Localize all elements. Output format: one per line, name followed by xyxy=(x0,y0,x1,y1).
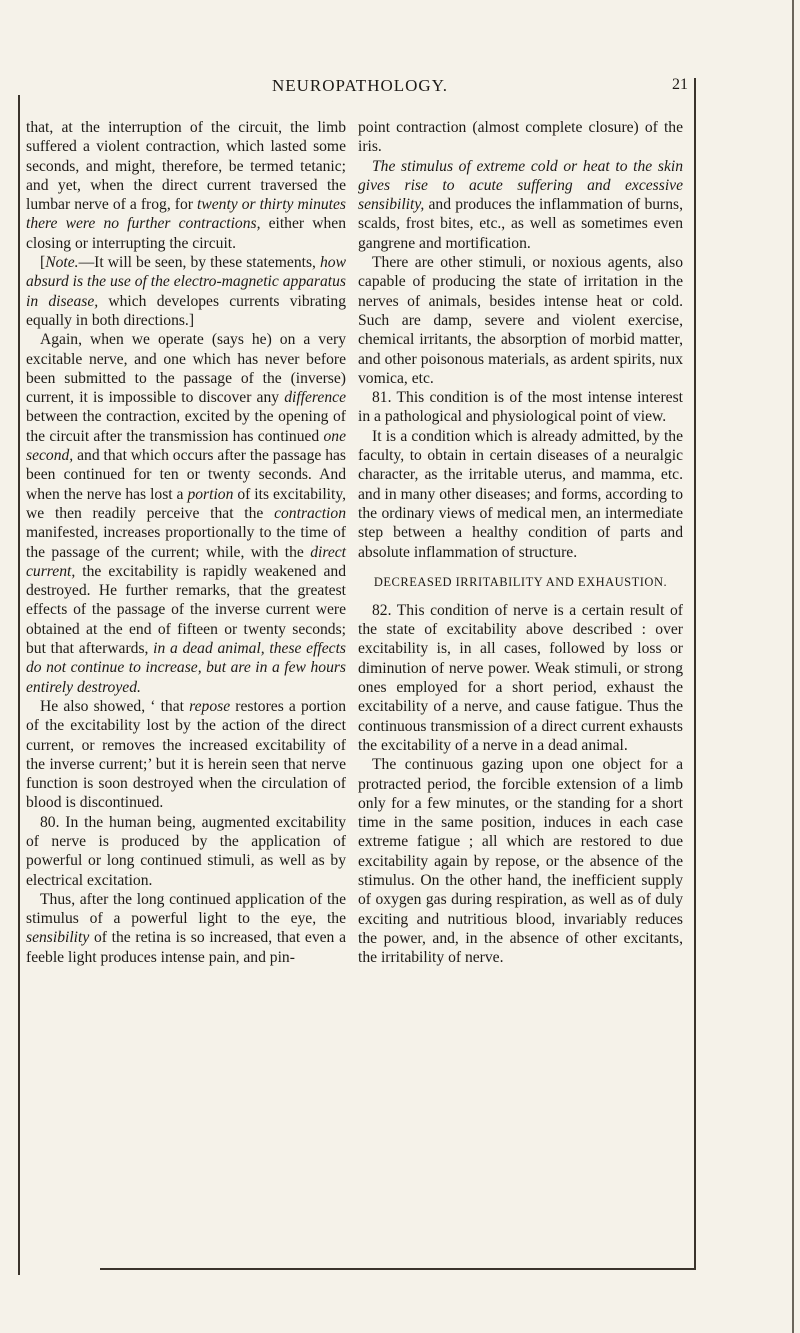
page-frame-right xyxy=(694,78,696,1268)
paragraph-light-stimulus xyxy=(26,890,346,967)
page-frame-bottom xyxy=(100,1268,696,1270)
paragraph-82 xyxy=(358,601,683,755)
italic-run: contraction xyxy=(274,504,346,522)
text-run: 80. In the human being, augmented excitability of nerve is produced by the application of powerful or long continued stimuli, as well as by electrical excitation. xyxy=(26,813,346,889)
paragraph-cold-heat xyxy=(358,157,683,253)
text-run: 82. This condition of nerve is a certain result of the state of excitability above described : over excitability is, in all cases, followed by loss or diminution of nerve power. Weak stimuli, or strong ones employed for a short period, exhaust the excitability of a nerve, and cause fatigue. Thus the continuous transmission of a direct current exhausts the excitability of a nerve in a dead animal. xyxy=(358,601,683,754)
paragraph-note xyxy=(26,253,346,330)
page-frame-left xyxy=(18,95,20,1275)
italic-run: how absurd is the use of the electro-magnetic apparatus in disease, xyxy=(26,254,346,310)
italic-run: sensibility xyxy=(26,929,90,947)
text-run: which developes currents vibrating equally in both directions.] xyxy=(26,292,346,329)
text-run: Again, when we operate (says he) on a very excitable nerve, and one which has never before been submitted to the passage of the (inverse) current, it is impossible to discover any xyxy=(26,331,346,407)
text-run: He also showed, ‘ that xyxy=(40,697,190,715)
paragraph-iris xyxy=(358,118,683,157)
text-run: It is a condition which is already admitted, by the faculty, to obtain in certain diseases of a neuralgic character, as the irritable uterus, and mamma, etc. and in many other diseases; and forms, according to the ordinary views of medical men, an intermediate step between a healthy condition of parts and absolute inflammation of structure. xyxy=(358,427,683,561)
italic-run: direct current, xyxy=(26,543,346,580)
paragraph-repose xyxy=(26,697,346,813)
italic-run: difference xyxy=(284,389,346,407)
italic-run: repose xyxy=(189,697,231,715)
text-run: manifested, increases proportionally to the time of the passage of the current; while, with the xyxy=(26,524,346,561)
right-column xyxy=(358,118,683,967)
italic-run: one second, xyxy=(26,427,346,465)
italic-run: The stimulus of extreme cold or heat to the skin gives rise to acute suffering and excessive sensibility, xyxy=(358,157,683,214)
text-run: either when closing or interrupting the circuit. xyxy=(26,215,346,252)
running-head xyxy=(20,76,700,106)
text-run: point contraction (almost complete closure) of the iris. xyxy=(358,119,683,156)
italic-run: twenty or thirty minutes there were no further contractions, xyxy=(26,196,346,233)
text-run: the excitability is rapidly weakened and destroyed. He further remarks, that the greatest effects of the passage of the inverse current were obtained at the end of fifteen or twenty seconds; but that afterwards, xyxy=(26,562,346,658)
section-heading: DECREASED IRRITABILITY AND EXHAUSTION. xyxy=(373,574,668,589)
text-run: The continuous gazing upon one object for a protracted period, the forcible extension of a limb only for a few minutes, or the standing for a short time in the same position, induces in each case extreme fatigue ; all which are restored to due excitability again by repose, or the absence of the stimulus. On the other hand, the inefficient supply of oxygen gas during respiration, as well as of duly exciting and nutritious blood, invariably reduces the power, and, in the absence of other excitants, the irritability of nerve. xyxy=(358,756,683,967)
text-run: restores a portion of the excitability lost by the action of the direct current, or removes the increased excitability of the inverse current;’ but it is herein seen that nerve function is soon destroyed when the circulation of blood is discontinued. xyxy=(26,697,347,812)
page-number: 21 xyxy=(672,76,688,93)
text-run: that, at the interruption of the circuit, the limb suffered a violent contraction, which lasted some seconds, and might, therefore, be termed tetanic; and yet, when the direct current traversed the lumbar nerve of a frog, for xyxy=(26,119,346,214)
text-run: —It will be seen, by these statements, xyxy=(78,254,320,272)
text-run: between the contraction, excited by the opening of the circuit after the transmission has continued xyxy=(26,408,346,445)
note-label: Note. xyxy=(45,254,79,272)
paragraph-81 xyxy=(358,388,683,427)
text-run: 81. This condition is of the most intense interest in a pathological and physiological point of view. xyxy=(358,389,683,426)
bracket: [ xyxy=(40,254,46,272)
italic-run: in a dead animal, these effects do not continue to increase, but are in a few hours entirely destroyed. xyxy=(26,640,346,696)
paragraph-80 xyxy=(26,813,346,890)
text-run: and that which occurs after the passage has been continued for ten or twenty seconds. And when the nerve has lost a xyxy=(26,447,346,503)
paragraph-neuralgic xyxy=(358,427,683,562)
paragraph-fatigue xyxy=(358,755,683,967)
italic-run: portion xyxy=(187,485,234,503)
paragraph-excitable-nerve xyxy=(26,330,346,697)
text-run: There are other stimuli, or noxious agents, also capable of producing the state of irritation in the nerves of animals, besides intense heat or cold. Such are damp, severe and violent exercise, chemical irritants, the absorption of morbid matter, and other poisonous materials, as ardent spirits, nux vomica, etc. xyxy=(358,254,683,387)
paragraph-frog-experiment xyxy=(26,118,346,253)
text-run: of the retina is so increased, that even a feeble light produces intense pain, and pin- xyxy=(26,929,346,966)
text-run: Thus, after the long continued application of the stimulus of a powerful light to the eye, the xyxy=(26,890,346,928)
text-run: of its excitability, we then readily perceive that the xyxy=(26,485,347,522)
page-edge xyxy=(792,0,794,1333)
text-run: and produces the inflammation of burns, scalds, frost bites, etc., as well as sometimes even gangrene and mortification. xyxy=(358,196,683,252)
left-column xyxy=(26,118,346,967)
running-title: NEUROPATHOLOGY. xyxy=(271,76,449,95)
paragraph-noxious-agents xyxy=(358,253,683,388)
